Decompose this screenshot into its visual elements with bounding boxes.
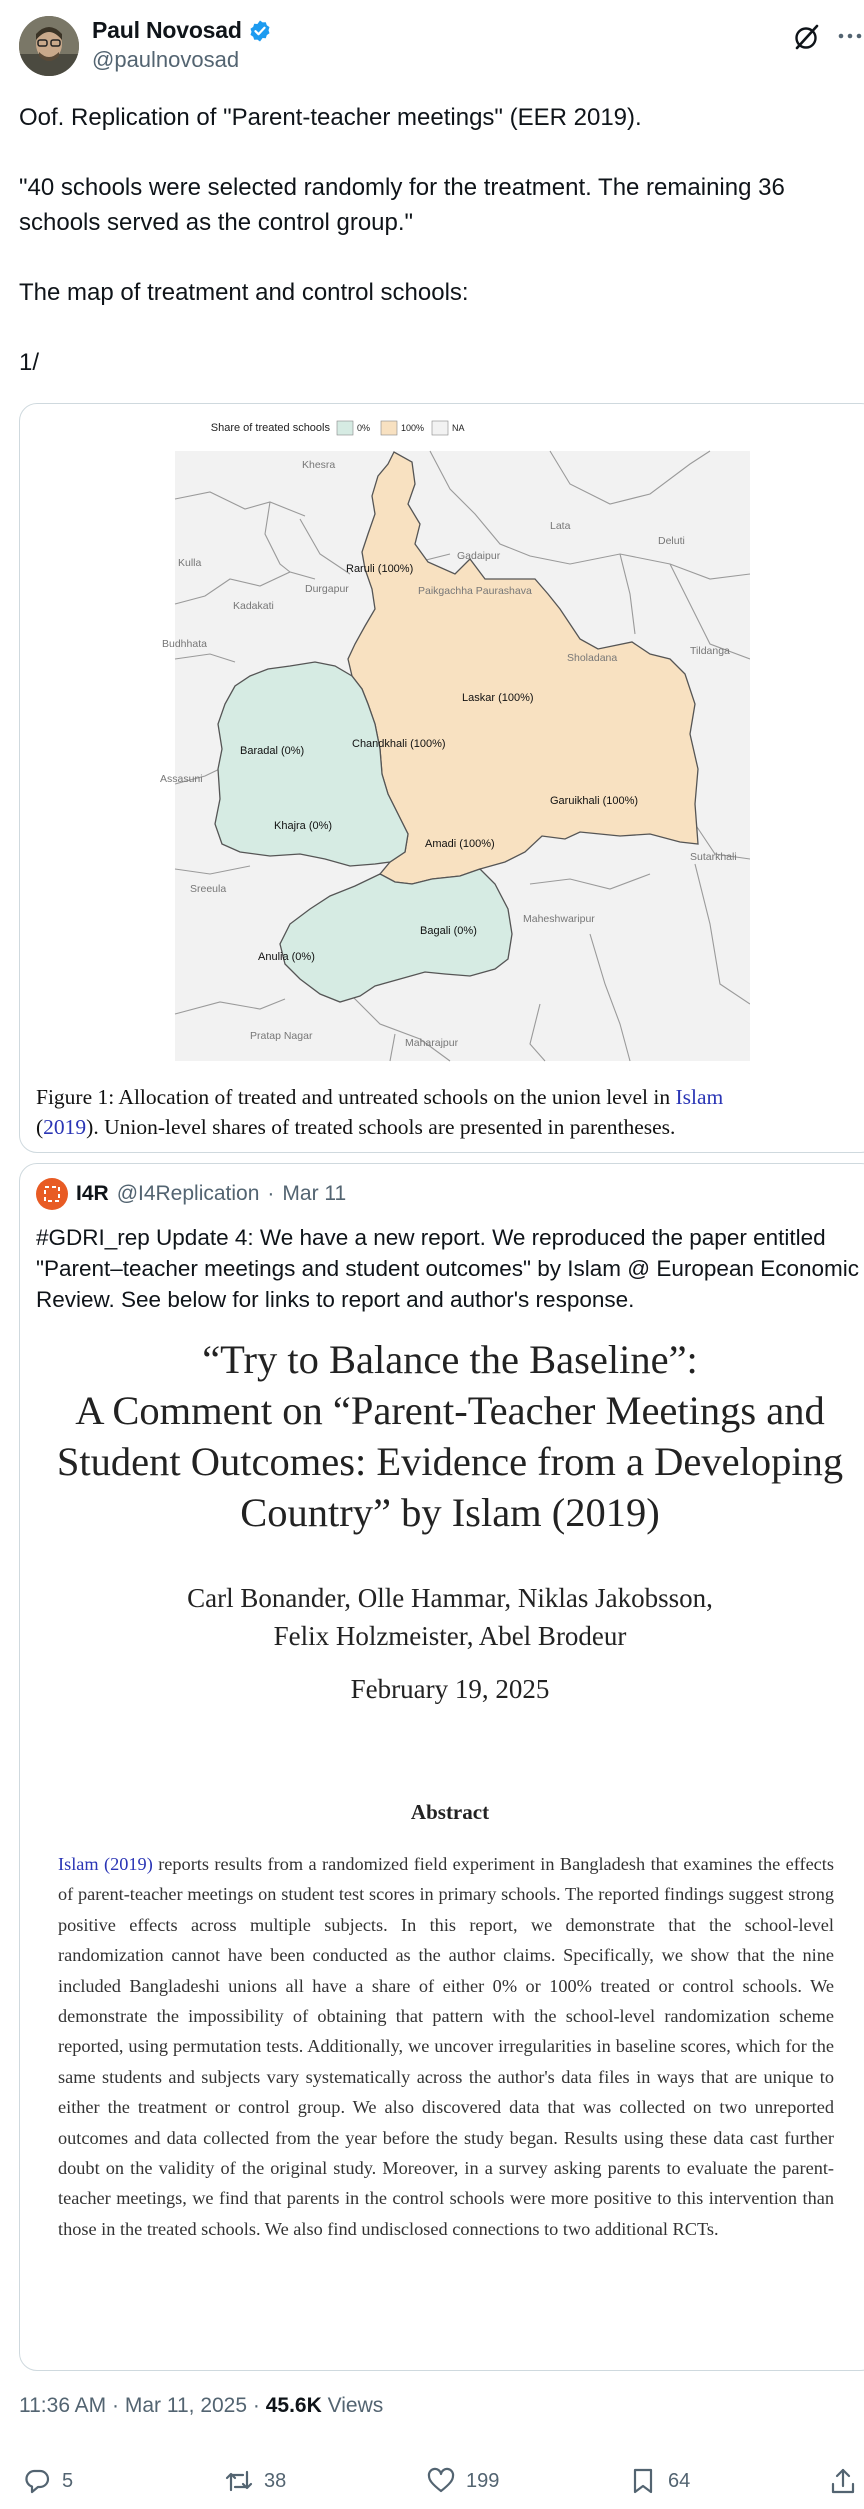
views-count: 45.6K <box>265 2394 322 2417</box>
union-label-treated: Laskar (100%) <box>462 692 534 704</box>
caption-prefix: Figure 1: Allocation of treated and untreated schools on the union level in <box>36 1085 676 1109</box>
quoted-tweet-header <box>36 1178 346 1210</box>
tweet-date[interactable]: Mar 11, 2025 <box>124 2394 248 2417</box>
tweet-time[interactable]: 11:36 AM <box>19 2394 107 2417</box>
map-legend-title: Share of treated schools <box>210 422 330 434</box>
paper-title-line: Student Outcomes: Evidence from a Developing <box>56 1439 844 1484</box>
author-name-row <box>92 17 272 44</box>
quoted-author-name: I4R <box>76 1182 109 1205</box>
views-label: Views <box>327 2394 384 2417</box>
union-label-control: Anulia (0%) <box>258 951 315 963</box>
bookmark-icon <box>628 2466 658 2496</box>
place-label: Lata <box>550 520 571 532</box>
quoted-author-handle: @I4Replication <box>116 1182 260 1205</box>
share-icon <box>828 2466 858 2496</box>
caption-citation-link[interactable]: Islam <box>675 1085 724 1109</box>
tweet-paragraph: The map of treatment and control schools: <box>19 279 469 306</box>
more-options-icon[interactable] <box>836 22 864 50</box>
tweet-timestamp <box>19 2394 383 2418</box>
place-label: Kadakati <box>233 600 274 612</box>
place-label: Kulla <box>178 557 202 569</box>
share-button[interactable] <box>828 2466 858 2496</box>
reply-icon <box>22 2466 52 2496</box>
tweet-text <box>19 100 864 380</box>
tweet-paragraph: 1/ <box>19 349 40 376</box>
paper-title-line: A Comment on “Parent-Teacher Meetings and <box>75 1388 825 1433</box>
place-label: Assasuni <box>160 773 203 785</box>
map-figure-caption <box>36 1082 864 1142</box>
place-label: Pratap Nagar <box>250 1030 313 1042</box>
heart-icon <box>426 2466 456 2496</box>
avatar[interactable] <box>19 16 79 76</box>
author-display-name[interactable]: Paul Novosad <box>92 17 242 43</box>
caption-open-paren: ( <box>36 1115 44 1139</box>
legend-label-na: NA <box>452 423 465 433</box>
abstract-title: Abstract <box>410 1800 490 1824</box>
bookmark-count: 64 <box>668 2469 691 2492</box>
paper-authors-line: Carl Bonander, Olle Hammar, Niklas Jakobsson, <box>187 1583 713 1613</box>
place-label: Budhhata <box>162 638 207 650</box>
user-photo-avatar-icon <box>19 16 79 76</box>
union-label-control: Khajra (0%) <box>274 820 333 832</box>
abstract-year-link[interactable]: (2019) <box>104 1854 153 1874</box>
legend-swatch-100 <box>381 421 397 435</box>
paper-title-line: Country” by Islam (2019) <box>240 1490 660 1535</box>
quoted-separator: · <box>267 1182 275 1205</box>
timestamp-separator: · <box>112 2394 120 2417</box>
paper-authors <box>20 1579 864 1655</box>
repost-button[interactable] <box>224 2466 286 2496</box>
abstract-body <box>58 1849 834 2244</box>
quoted-tweet-text: #GDRI_rep Update 4: We have a new report. We reproduced the paper entitled "Parent–teacher meetings and student outcomes" by Islam @ European Economic Review. See below for links to report and author's response. <box>36 1225 860 1312</box>
verified-badge-icon <box>248 19 272 43</box>
paper-title-line: “Try to Balance the Baseline”: <box>202 1337 698 1382</box>
legend-swatch-na <box>432 421 448 435</box>
bookmark-button[interactable] <box>628 2466 690 2496</box>
place-label: Tildanga <box>690 645 730 657</box>
timestamp-separator: · <box>252 2394 260 2417</box>
place-label: Gadaipur <box>457 550 501 562</box>
place-label: Deluti <box>658 535 685 547</box>
repost-count: 38 <box>264 2469 287 2492</box>
union-label-treated: Garuikhali (100%) <box>550 795 639 807</box>
tweet-header <box>0 0 864 80</box>
tweet-paragraph: "40 schools were selected randomly for the treatment. The remaining 36 schools served as the control group." <box>19 174 785 236</box>
reply-count: 5 <box>62 2469 74 2492</box>
tweet-media-map[interactable] <box>19 403 864 1153</box>
author-handle[interactable]: @paulnovosad <box>92 47 240 72</box>
place-label: Paikgachha Paurashava <box>418 585 532 597</box>
like-count: 199 <box>466 2469 500 2492</box>
union-label-treated: Chandkhali (100%) <box>352 738 446 750</box>
abstract-text: reports results from a randomized field experiment in Bangladesh that examines the effects of parent-teacher meetings on student test scores in primary schools. The reported findings suggest strong positive effects across multiple subjects. In this report, we demonstrate that the school-level randomization cannot have been conducted as the author claims. Specifically, we show that the nine included Bangladeshi unions all have a share of either 0% or 100% treated or control schools. We demonstrate the impossibility of obtaining that pattern with the school-level randomization scheme reported, using permutation tests. Additionally, we uncover irregularities in baseline scores, which for the same students and subjects vary systematically across the author's data files in ways that are unique to either the treatment or control group. We also discovered data that was collected on two unreported outcomes and data collected from the year before the study began. Results using these data cast further doubt on the validity of the original study. Moreover, in a survey asking parents to evaluate the parent-teacher meetings, we find that parents in the control schools were more positive to this intervention than those in the treated schools. We also find undisclosed connections to two additional RCTs. <box>58 1854 834 2239</box>
legend-swatch-0 <box>337 421 353 435</box>
place-label: Khesra <box>302 459 336 471</box>
abstract-citation-link[interactable]: Islam <box>58 1854 99 1874</box>
place-label: Sreeula <box>190 883 227 895</box>
quoted-date: Mar 11 <box>282 1182 347 1205</box>
place-label: Durgapur <box>305 583 349 595</box>
place-label: Maheshwaripur <box>523 913 595 925</box>
union-label-treated: Amadi (100%) <box>425 838 495 850</box>
paper-date: February 19, 2025 <box>350 1674 550 1704</box>
like-button[interactable] <box>426 2466 499 2496</box>
paper-authors-line: Felix Holzmeister, Abel Brodeur <box>273 1621 627 1651</box>
caption-year-link[interactable]: 2019 <box>43 1115 87 1139</box>
tweet-action-bar <box>0 2466 864 2506</box>
paper-title <box>20 1334 864 1538</box>
union-map <box>150 404 750 1064</box>
legend-label-0: 0% <box>357 423 371 433</box>
union-label-control: Baradal (0%) <box>240 745 305 757</box>
union-label-treated: Raruli (100%) <box>346 563 414 575</box>
reply-button[interactable] <box>22 2466 73 2496</box>
union-map-svg <box>150 404 750 1064</box>
tweet-paragraph: Oof. Replication of "Parent-teacher meetings" (EER 2019). <box>19 104 642 131</box>
legend-label-100: 100% <box>401 423 425 433</box>
place-label: Sholadana <box>567 652 618 664</box>
place-label: Sutarkhali <box>690 851 737 863</box>
quoted-tweet[interactable] <box>19 1163 864 2371</box>
caption-suffix: ). Union-level shares of treated schools are presented in parentheses. <box>86 1115 676 1139</box>
i4r-logo-icon <box>36 1178 68 1210</box>
grok-icon[interactable] <box>790 20 824 54</box>
repost-icon <box>224 2466 254 2496</box>
union-label-control: Bagali (0%) <box>420 925 477 937</box>
place-label: Maharajpur <box>405 1037 459 1049</box>
